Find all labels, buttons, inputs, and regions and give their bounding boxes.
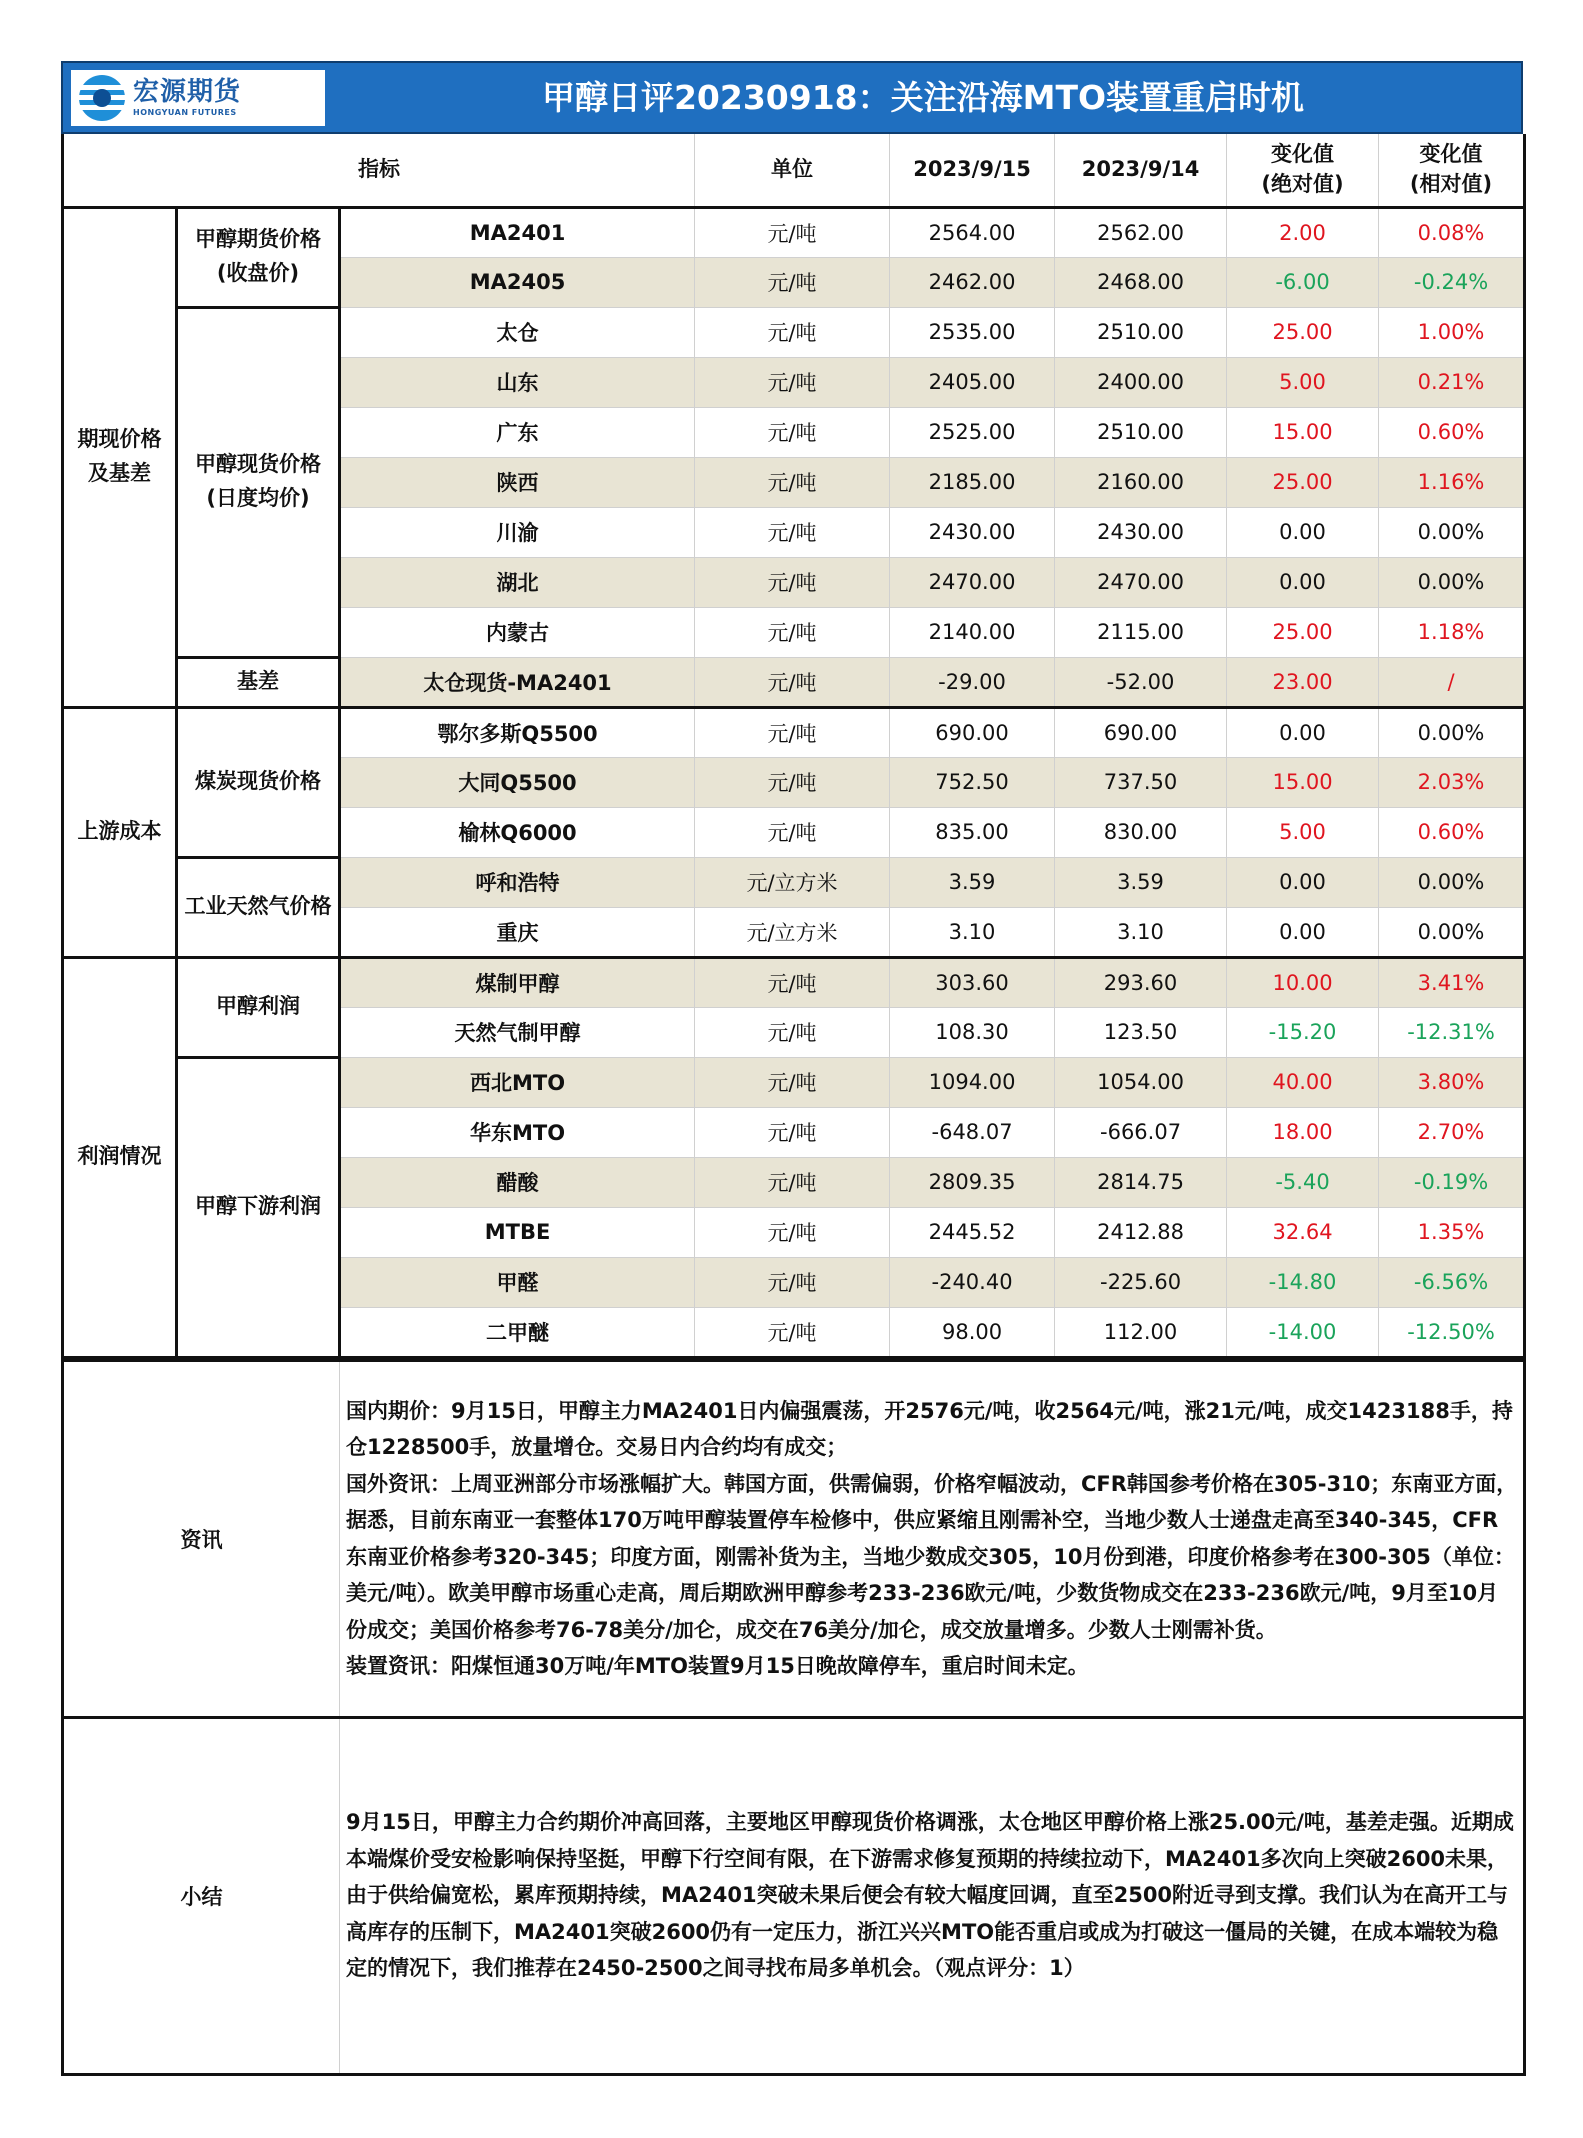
rel-change-value: 1.16% xyxy=(1379,457,1525,507)
item-name: 湖北 xyxy=(340,557,695,607)
value-date2: 2470.00 xyxy=(1055,557,1227,607)
abs-change-header: 变化值 (绝对值) xyxy=(1227,134,1379,207)
value-date2: 737.50 xyxy=(1055,757,1227,807)
unit-value: 元/吨 xyxy=(695,357,890,407)
report-title: 甲醇日评20230918：关注沿海MTO装置重启时机 xyxy=(541,78,1305,117)
group-downstream-profit: 甲醇下游利润 xyxy=(177,1057,340,1357)
abs-change-value: 25.00 xyxy=(1227,307,1379,357)
unit-value: 元/吨 xyxy=(695,607,890,657)
value-date2: 293.60 xyxy=(1055,957,1227,1007)
value-date1: 3.10 xyxy=(890,907,1055,957)
group-basis: 基差 xyxy=(177,657,340,707)
summary-label: 小结 xyxy=(63,1717,340,2074)
rel-change-value: -12.31% xyxy=(1379,1007,1525,1057)
value-date2: 2115.00 xyxy=(1055,607,1227,657)
unit-value: 元/吨 xyxy=(695,457,890,507)
group-natural-gas-price: 工业天然气价格 xyxy=(177,857,340,957)
rel-change-value: / xyxy=(1379,657,1525,707)
unit-value: 元/立方米 xyxy=(695,857,890,907)
section-profit: 利润情况 xyxy=(63,957,177,1357)
unit-value: 元/吨 xyxy=(695,507,890,557)
item-name: 西北MTO xyxy=(340,1057,695,1107)
abs-change-value: 23.00 xyxy=(1227,657,1379,707)
rel-change-value: 1.00% xyxy=(1379,307,1525,357)
value-date1: 2470.00 xyxy=(890,557,1055,607)
rel-change-value: -12.50% xyxy=(1379,1307,1525,1357)
date2-header: 2023/9/14 xyxy=(1055,134,1227,207)
unit-value: 元/吨 xyxy=(695,1257,890,1307)
commentary-table xyxy=(61,1359,1526,2076)
group-spot-price: 甲醇现货价格 (日度均价) xyxy=(177,307,340,657)
rel-change-header: 变化值 (相对值) xyxy=(1379,134,1525,207)
rel-change-value: 2.03% xyxy=(1379,757,1525,807)
rel-change-value: -0.24% xyxy=(1379,257,1525,307)
unit-value: 元/吨 xyxy=(695,557,890,607)
data-row xyxy=(63,1057,1525,1107)
news-domestic-paragraph: 国内期价：9月15日，甲醇主力MA2401日内偏强震荡，开2576元/吨，收2564元/吨，涨21元/吨，成交1423188手，持仓1228500手，放量增仓。交易日内合约均有成交； xyxy=(346,1398,1513,1459)
rel-change-value: 0.60% xyxy=(1379,807,1525,857)
value-date2: 2430.00 xyxy=(1055,507,1227,557)
abs-change-value: 0.00 xyxy=(1227,557,1379,607)
unit-header: 单位 xyxy=(695,134,890,207)
item-name: 醋酸 xyxy=(340,1157,695,1207)
value-date1: -29.00 xyxy=(890,657,1055,707)
logo-english-name: HONGYUAN FUTURES xyxy=(133,108,237,117)
value-date2: 2510.00 xyxy=(1055,307,1227,357)
item-name: 煤制甲醇 xyxy=(340,957,695,1007)
abs-change-value: 40.00 xyxy=(1227,1057,1379,1107)
abs-change-value: 10.00 xyxy=(1227,957,1379,1007)
unit-value: 元/吨 xyxy=(695,707,890,757)
data-row xyxy=(63,307,1525,357)
data-row xyxy=(63,857,1525,907)
rel-change-value: 0.00% xyxy=(1379,907,1525,957)
summary-row xyxy=(63,1717,1525,2074)
abs-change-value: -6.00 xyxy=(1227,257,1379,307)
value-date1: 98.00 xyxy=(890,1307,1055,1357)
item-name: 甲醛 xyxy=(340,1257,695,1307)
abs-change-value: -15.20 xyxy=(1227,1007,1379,1057)
abs-change-value: -14.80 xyxy=(1227,1257,1379,1307)
abs-change-value: 0.00 xyxy=(1227,507,1379,557)
unit-value: 元/立方米 xyxy=(695,907,890,957)
group-coal-price: 煤炭现货价格 xyxy=(177,707,340,857)
data-row xyxy=(63,657,1525,707)
abs-change-value: 25.00 xyxy=(1227,457,1379,507)
item-name: MTBE xyxy=(340,1207,695,1257)
rel-change-value: -0.19% xyxy=(1379,1157,1525,1207)
abs-change-value: 0.00 xyxy=(1227,907,1379,957)
unit-value: 元/吨 xyxy=(695,257,890,307)
item-name: 榆林Q6000 xyxy=(340,807,695,857)
data-row xyxy=(63,957,1525,1007)
abs-change-value: 5.00 xyxy=(1227,357,1379,407)
value-date2: 2562.00 xyxy=(1055,207,1227,257)
unit-value: 元/吨 xyxy=(695,1057,890,1107)
section-upstream-cost: 上游成本 xyxy=(63,707,177,957)
value-date1: 2535.00 xyxy=(890,307,1055,357)
abs-change-value: 18.00 xyxy=(1227,1107,1379,1157)
abs-change-value: -14.00 xyxy=(1227,1307,1379,1357)
rel-change-value: 2.70% xyxy=(1379,1107,1525,1157)
rel-change-value: 0.60% xyxy=(1379,407,1525,457)
header-row xyxy=(63,134,1525,207)
value-date2: 2814.75 xyxy=(1055,1157,1227,1207)
item-name: 鄂尔多斯Q5500 xyxy=(340,707,695,757)
value-date2: -666.07 xyxy=(1055,1107,1227,1157)
item-name: MA2401 xyxy=(340,207,695,257)
value-date1: 690.00 xyxy=(890,707,1055,757)
value-date1: -240.40 xyxy=(890,1257,1055,1307)
logo-chinese-name: 宏源期货 xyxy=(133,77,242,107)
indicator-header: 指标 xyxy=(63,134,695,207)
abs-change-value: 0.00 xyxy=(1227,707,1379,757)
rel-change-value: 0.00% xyxy=(1379,557,1525,607)
value-date1: 2445.52 xyxy=(890,1207,1055,1257)
item-name: MA2405 xyxy=(340,257,695,307)
abs-change-value: 32.64 xyxy=(1227,1207,1379,1257)
unit-value: 元/吨 xyxy=(695,1157,890,1207)
value-date2: 3.59 xyxy=(1055,857,1227,907)
abs-change-value: 15.00 xyxy=(1227,757,1379,807)
value-date2: -52.00 xyxy=(1055,657,1227,707)
item-name: 陕西 xyxy=(340,457,695,507)
value-date1: 2430.00 xyxy=(890,507,1055,557)
value-date2: 2510.00 xyxy=(1055,407,1227,457)
unit-value: 元/吨 xyxy=(695,1307,890,1357)
date1-header: 2023/9/15 xyxy=(890,134,1055,207)
unit-value: 元/吨 xyxy=(695,757,890,807)
company-logo xyxy=(71,70,325,126)
value-date2: 112.00 xyxy=(1055,1307,1227,1357)
value-date1: 752.50 xyxy=(890,757,1055,807)
unit-value: 元/吨 xyxy=(695,807,890,857)
news-plant-paragraph: 装置资讯：阳煤恒通30万吨/年MTO装置9月15日晚故障停车，重启时间未定。 xyxy=(346,1654,1089,1678)
rel-change-value: -6.56% xyxy=(1379,1257,1525,1307)
value-date2: 690.00 xyxy=(1055,707,1227,757)
rel-change-value: 1.35% xyxy=(1379,1207,1525,1257)
item-name: 重庆 xyxy=(340,907,695,957)
value-date1: 1094.00 xyxy=(890,1057,1055,1107)
item-name: 太仓现货-MA2401 xyxy=(340,657,695,707)
unit-value: 元/吨 xyxy=(695,207,890,257)
value-date2: 2400.00 xyxy=(1055,357,1227,407)
rel-change-value: 0.21% xyxy=(1379,357,1525,407)
value-date2: 1054.00 xyxy=(1055,1057,1227,1107)
rel-change-value: 3.80% xyxy=(1379,1057,1525,1107)
value-date1: 3.59 xyxy=(890,857,1055,907)
item-name: 华东MTO xyxy=(340,1107,695,1157)
summary-content xyxy=(340,1717,1525,2074)
abs-change-value: 2.00 xyxy=(1227,207,1379,257)
item-name: 山东 xyxy=(340,357,695,407)
news-content xyxy=(340,1360,1525,1717)
title-bar xyxy=(61,61,1523,134)
value-date2: 2412.88 xyxy=(1055,1207,1227,1257)
value-date1: 2462.00 xyxy=(890,257,1055,307)
abs-change-value: 0.00 xyxy=(1227,857,1379,907)
unit-value: 元/吨 xyxy=(695,307,890,357)
news-label: 资讯 xyxy=(63,1360,340,1717)
item-name: 天然气制甲醇 xyxy=(340,1007,695,1057)
value-date2: 3.10 xyxy=(1055,907,1227,957)
value-date1: 2185.00 xyxy=(890,457,1055,507)
item-name: 呼和浩特 xyxy=(340,857,695,907)
value-date2: 2468.00 xyxy=(1055,257,1227,307)
data-row xyxy=(63,707,1525,757)
rel-change-value: 0.00% xyxy=(1379,507,1525,557)
unit-value: 元/吨 xyxy=(695,407,890,457)
group-futures-price: 甲醇期货价格 (收盘价) xyxy=(177,207,340,307)
value-date2: 830.00 xyxy=(1055,807,1227,857)
value-date2: -225.60 xyxy=(1055,1257,1227,1307)
value-date1: 303.60 xyxy=(890,957,1055,1007)
abs-change-value: 15.00 xyxy=(1227,407,1379,457)
indicator-table xyxy=(61,134,1526,1359)
abs-change-value: 5.00 xyxy=(1227,807,1379,857)
item-name: 内蒙古 xyxy=(340,607,695,657)
rel-change-value: 0.00% xyxy=(1379,857,1525,907)
value-date1: 835.00 xyxy=(890,807,1055,857)
abs-change-value: 25.00 xyxy=(1227,607,1379,657)
data-row xyxy=(63,207,1525,257)
rel-change-value: 3.41% xyxy=(1379,957,1525,1007)
item-name: 广东 xyxy=(340,407,695,457)
value-date2: 2160.00 xyxy=(1055,457,1227,507)
value-date1: 2564.00 xyxy=(890,207,1055,257)
group-methanol-profit: 甲醇利润 xyxy=(177,957,340,1057)
news-row xyxy=(63,1360,1525,1717)
value-date1: 108.30 xyxy=(890,1007,1055,1057)
news-overseas-paragraph: 国外资讯：上周亚洲部分市场涨幅扩大。韩国方面，供需偏弱，价格窄幅波动，CFR韩国参考价格在305-310；东南亚方面，据悉，目前东南亚一套整体170万吨甲醇装置停车检修中，供应紧缩且刚需补空，当地少数人士递盘走高至340-345，CFR东南亚价格参考320-345；印度方面，刚需补货为主，当地少数成交305，10月份到港，印度价格参考在300-305（单位：美元/吨）。欧美甲醇市场重心走高，周后期欧洲甲醇参考233-236欧元/吨，少数货物成交在233-236欧元/吨，9月至10月份成交；美国价格参考76-78美分/加仑，成交在76美分/加仑，成交放量增多。少数人士刚需补货。 xyxy=(346,1471,1518,1642)
value-date1: 2405.00 xyxy=(890,357,1055,407)
logo-mark-icon xyxy=(77,73,127,123)
value-date1: 2140.00 xyxy=(890,607,1055,657)
unit-value: 元/吨 xyxy=(695,657,890,707)
methanol-daily-report xyxy=(61,61,1523,2076)
rel-change-value: 1.18% xyxy=(1379,607,1525,657)
item-name: 二甲醚 xyxy=(340,1307,695,1357)
unit-value: 元/吨 xyxy=(695,1207,890,1257)
summary-paragraph: 9月15日，甲醇主力合约期价冲高回落，主要地区甲醇现货价格调涨，太仓地区甲醇价格上涨25.00元/吨，基差走强。近期成本端煤价受安检影响保持坚挺，甲醇下行空间有限，在下游需求修复预期的持续拉动下，MA2401多次向上突破2600未果，由于供给偏宽松，累库预期持续，MA2401突破未果后便会有较大幅度回调，直至2500附近寻到支撑。我们认为在高开工与高库存的压制下，MA2401突破2600仍有一定压力，浙江兴兴MTO能否重启或成为打破这一僵局的关键，在成本端较为稳定的情况下，我们推荐在2450-2500之间寻找布局多单机会。（观点评分：1） xyxy=(346,1810,1514,1981)
unit-value: 元/吨 xyxy=(695,1107,890,1157)
value-date2: 123.50 xyxy=(1055,1007,1227,1057)
unit-value: 元/吨 xyxy=(695,957,890,1007)
rel-change-value: 0.08% xyxy=(1379,207,1525,257)
abs-change-value: -5.40 xyxy=(1227,1157,1379,1207)
value-date1: 2525.00 xyxy=(890,407,1055,457)
item-name: 大同Q5500 xyxy=(340,757,695,807)
item-name: 太仓 xyxy=(340,307,695,357)
rel-change-value: 0.00% xyxy=(1379,707,1525,757)
value-date1: -648.07 xyxy=(890,1107,1055,1157)
unit-value: 元/吨 xyxy=(695,1007,890,1057)
item-name: 川渝 xyxy=(340,507,695,557)
value-date1: 2809.35 xyxy=(890,1157,1055,1207)
section-spot-basis: 期现价格 及基差 xyxy=(63,207,177,707)
